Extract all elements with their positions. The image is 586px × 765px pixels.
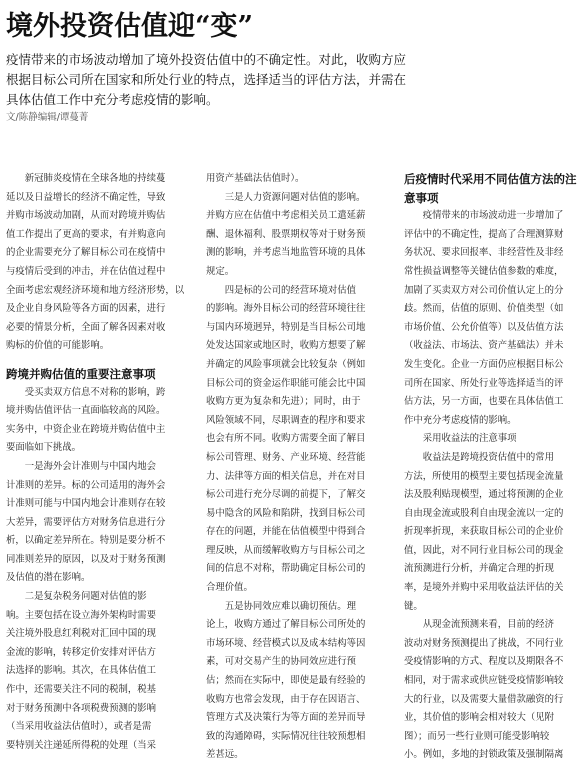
body-line: 发生变化。企业一方面仍应根据目标公 [404,358,564,370]
body-line: 大差异，需要评估方对财务信息进行分 [6,516,166,528]
body-line: 司所在国家、所处行业等选择适当的评 [404,377,564,389]
text-column-1 [6,170,184,755]
body-line: 与国内环境迥异，特别是当目标公司地 [206,321,366,333]
body-line: 要面临如下挑战。 [6,442,82,454]
body-line: 自由现金流或股利自由现金流以一定的 [404,507,564,519]
body-line: 间的信息不对称，帮助确定目标公司的 [206,563,366,575]
body-line: 论上，收购方通过了解目标公司所处的 [206,619,366,631]
body-line: 大的行业，以及需要大量借款融资的行 [404,693,564,705]
body-line: 率，是境外并购中采用收益法评估的关 [404,582,564,594]
body-line: 也会有所不同。收购方需要全面了解目 [206,433,366,445]
body-line: 用资产基础法估值时）。 [206,173,305,184]
section-heading: 跨境并购估值的重要注意事项 [6,366,156,381]
body-line: 计准则可能与中国内地会计准则存在较 [6,498,166,510]
body-line: 一是海外会计准则与中国内地会 [6,460,157,472]
body-line: 值工作提出了更高的要求，有并购意向 [6,228,166,240]
body-line: 要特别关注递延所得税的处理（当采 [6,739,157,751]
body-line: 歧。然而，估值的原则、价值类型（如 [404,303,564,315]
body-line: 市场价值、公允价值等）以及估值方法 [404,321,564,333]
body-line: 收购方更为复杂和先进）；同时，由于 [206,396,361,408]
body-line: 键。 [404,600,423,612]
body-line: 延以及日益增长的经济不确定性，导致 [6,191,166,203]
body-line: 估方法，另一方面，也要在具体估值工 [404,396,564,408]
body-line: 法选择的影响。其次，在具体估值工 [6,665,157,677]
body-line: 与疫情后受到的冲击，并在估值过程中 [6,265,166,277]
body-line: 并确定的风险事项就会比较复杂（例如 [206,358,366,370]
body-line: 差甚远。 [206,749,244,761]
lead-line: 具体估值工作中充分考虑疫情的影响。 [6,92,219,107]
body-line: 测的影响，并考虑当地监管环境的具体 [206,247,366,259]
body-line: 标公司管理、财务、产业环境、经营能 [206,451,366,463]
body-line: 值，因此，对不同行业目标公司的现金 [404,544,564,556]
body-line: 加剧了买卖双方对公司价值认定上的分 [404,284,564,296]
text-column-3 [404,170,582,765]
body-line: 疫情带来的市场波动进一步增加了 [404,210,564,222]
body-line: 计准则的差异。标的公司适用的海外会 [6,479,166,491]
body-line: 作中，还需要关注不同的税制，税基 [6,684,157,696]
body-line: 的影响。海外目标公司的经营环境往往 [206,303,366,315]
body-line: 常性损益调整等关键估值参数的难度， [404,265,564,277]
body-line: 的企业需要充分了解目标公司在疫情中 [6,247,166,259]
section-heading: 意事项 [404,190,439,205]
body-line: 法及股利贴现模型，通过将预测的企业 [404,489,564,501]
body-line: 方法，所使用的模型主要包括现金流量 [404,470,564,482]
body-line: 五是协同效应难以确切预估。理 [206,600,357,612]
body-line: 素，可对交易产生的协同效应进行预 [206,656,357,668]
article-lead [6,50,578,110]
body-line: 务状况、要求回报率、非经营性及非经 [404,247,564,259]
body-line: 及企业自身风险等各方面的因素，进行 [6,303,166,315]
body-line: 小。例如，多地的封锁政策及强制隔离 [404,749,564,761]
body-line: 并购市场波动加剧，从而对跨境并购估 [6,210,166,222]
body-line: 规定。 [206,265,235,277]
body-line: 关注境外股息红利税对汇回中国的现 [6,628,157,640]
body-line: 图）；而另一些行业则可能受影响较 [404,730,550,742]
body-line: 存在的问题，并能在估值模型中得到合 [206,526,366,538]
body-line: 二是复杂税务问题对估值的影 [6,591,147,603]
body-line: 处发达国家或地区时，收购方想要了解 [206,340,366,352]
paragraph-gap [6,356,184,365]
body-line: 收益法是跨境投资估值中的常用 [404,451,555,463]
body-line: 管理方式及决策行为等方面的差异而导 [206,712,366,724]
byline: 文/陈静编辑/谭蔓菁 [6,112,89,123]
body-line: 对于财务预测中各项税费预测的影响 [6,702,157,714]
body-line: 合理价值。 [206,582,253,594]
lead-line: 根据目标公司所在国家和所处行业的特点，选择适当的评估方法，并需在 [6,72,407,87]
body-line: 并购方应在估值中考虑相关员工遣延薪 [206,210,366,222]
body-line: 相同，对于需求或供应链受疫情影响较 [404,675,564,687]
body-line: 从现金流预测来看，目前的经济 [404,619,555,631]
body-line: 购标的价值的可能影响。 [6,340,110,352]
body-line: 境并购估值评估一直面临较高的风险。 [6,405,166,417]
body-line: 估；然而在实际中，即使是最有经验的 [206,675,366,687]
body-line: 流预测进行分析，并确定合理的折现 [404,563,555,575]
body-line: 响。主要包括在设立海外架构时需要 [6,609,157,621]
body-line: 力、法律等方面的相关信息，并在对目 [206,470,366,482]
body-line: 酬、退休福利、股票期权等对于财务预 [206,228,366,240]
body-line: 全面考虑宏观经济环境和地方经济形势，以 [6,284,184,296]
body-line: 四是标的公司的经营环境对估值 [206,284,357,296]
body-line: 市场环境、经营模式以及成本结构等因 [206,637,366,649]
body-line: 实务中，中资企业在跨境并购估值中主 [6,423,166,435]
body-line: 采用收益法的注意事项 [404,433,517,445]
lead-line: 疫情带来的市场波动增加了境外投资估值中的不确定性。对此，收购方应 [6,52,407,67]
body-line: 受买卖双方信息不对称的影响，跨 [6,386,166,398]
body-line: 受疫情影响的方式、程度以及期限各不 [404,656,564,668]
body-line: 及估值的潜在影响。 [6,572,91,584]
body-line: 风险领域不同，尽职调查的程序和要求 [206,414,366,426]
text-column-2 [206,170,386,765]
body-line: 收购方也常会发现，由于存在因语言、 [206,693,366,705]
body-line: 必要的情景分析，全面了解各因素对收 [6,321,166,333]
body-line: 三是人力资源问题对估值的影响。 [206,191,366,203]
article-title: 境外投资估值迎“变” [6,11,254,42]
body-line: 易中隐含的风险和陷阱，找到目标公司 [206,507,366,519]
body-line: 波动对财务预测提出了挑战，不同行业 [404,637,564,649]
body-line: 作中充分考虑疫情的影响。 [404,414,517,426]
body-line: 理反映，从而缓解收购方与目标公司之 [206,544,366,556]
section-heading: 后疫情时代采用不同估值方法的注 [404,172,577,186]
body-line: 评估中的不确定性，提高了合理测算财 [404,228,564,240]
body-line: 新冠肺炎疫情在全球各地的持续蔓 [6,173,166,184]
body-line: 致的沟通障碍，实际情况往往较预想相 [206,730,366,742]
body-line: 目标公司的资金运作职能可能会比中国 [206,377,366,389]
body-line: 折现率折现，来获取目标公司的企业价 [404,526,564,538]
body-line: 业，其价值的影响会相对较大（见附 [404,712,555,724]
body-line: 析，以确定差异所在。特别是要分析不 [6,535,166,547]
body-line: 同准则差异的原因，以及对于财务预测 [6,553,166,565]
body-line: 标公司进行充分尽调的前提下，了解交 [206,489,366,501]
body-line: 金流的影响，转移定价安排对评估方 [6,646,157,658]
body-line: （当采用收益法估值时），或者是需 [6,721,152,733]
body-line: （收益法、市场法、资产基础法）并未 [404,340,564,352]
